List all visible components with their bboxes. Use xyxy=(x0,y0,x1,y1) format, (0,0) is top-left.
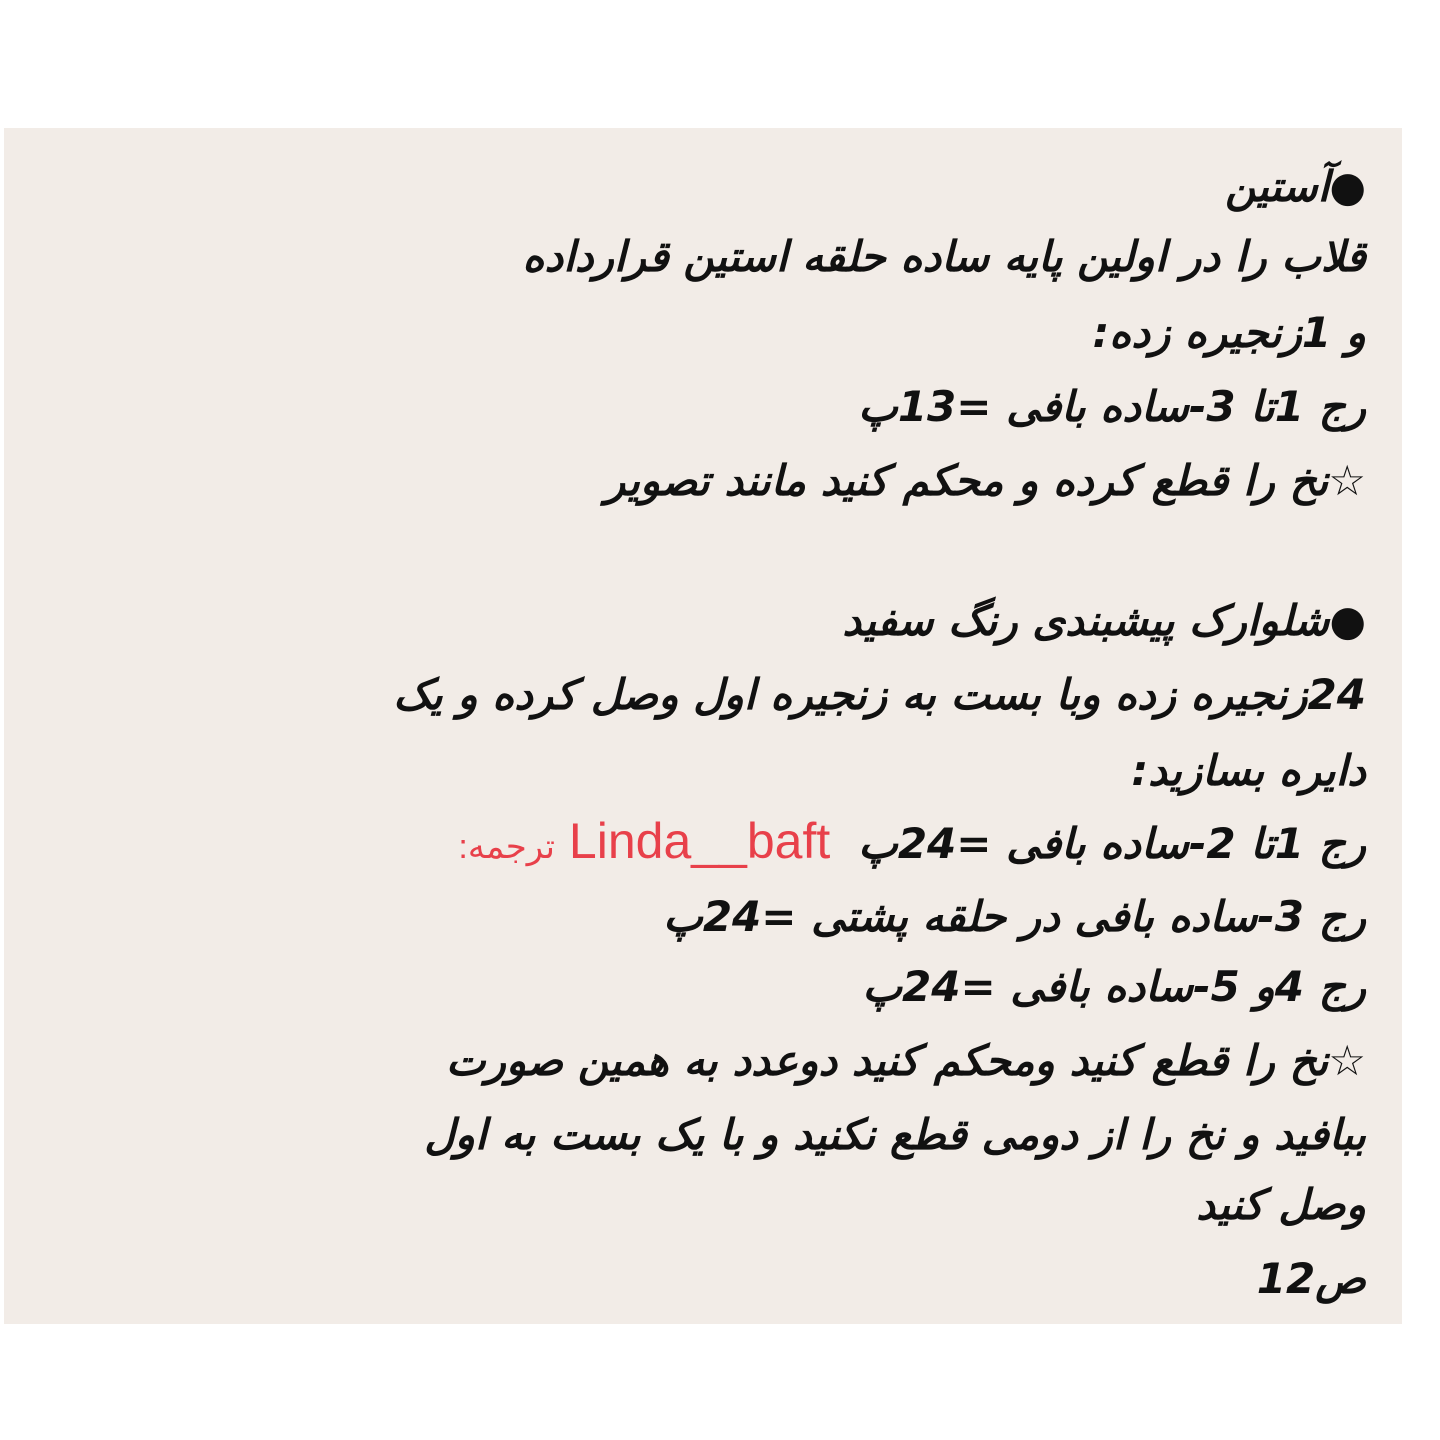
shorts-line-2: دایره بسازید: xyxy=(1131,746,1366,795)
shorts-heading: ●شلوارک پیشبندی رنگ سفید xyxy=(842,596,1366,645)
shorts-row-line-with-credit xyxy=(458,806,1366,876)
shorts-line-5: رج 4و 5-ساده بافی =24پ xyxy=(862,962,1366,1011)
sleeve-line-1: قلاب را در اولین پایه ساده حلقه استین قرارداده xyxy=(522,232,1366,281)
shorts-line-8: وصل کنید xyxy=(1196,1180,1366,1229)
credit-label: ترجمه: xyxy=(458,828,555,866)
shorts-line-1: 24زنجیره زده وبا بست به زنجیره اول وصل کرده و یک xyxy=(393,670,1366,719)
credit-handle: Linda__baft xyxy=(568,813,831,869)
sleeve-line-2: و 1زنجیره زده: xyxy=(1092,308,1366,357)
shorts-line-3: رج 1تا 2-ساده بافی =24پ xyxy=(858,819,1366,868)
sleeve-line-4: ☆نخ را قطع کرده و محکم کنید مانند تصویر xyxy=(605,456,1366,505)
translator-credit xyxy=(458,806,830,882)
sleeve-heading: ●آستین xyxy=(1225,162,1366,211)
shorts-line-7: ببافید و نخ را از دومی قطع نکنید و با یک بست به اول xyxy=(424,1110,1366,1159)
page-number: ص12 xyxy=(1256,1254,1366,1303)
shorts-line-6: ☆نخ را قطع کنید ومحکم کنید دوعدد به همین صورت xyxy=(446,1036,1366,1085)
sleeve-line-3: رج 1تا 3-ساده بافی =13پ xyxy=(858,382,1366,431)
shorts-line-4: رج 3-ساده بافی در حلقه پشتی =24پ xyxy=(663,892,1366,941)
